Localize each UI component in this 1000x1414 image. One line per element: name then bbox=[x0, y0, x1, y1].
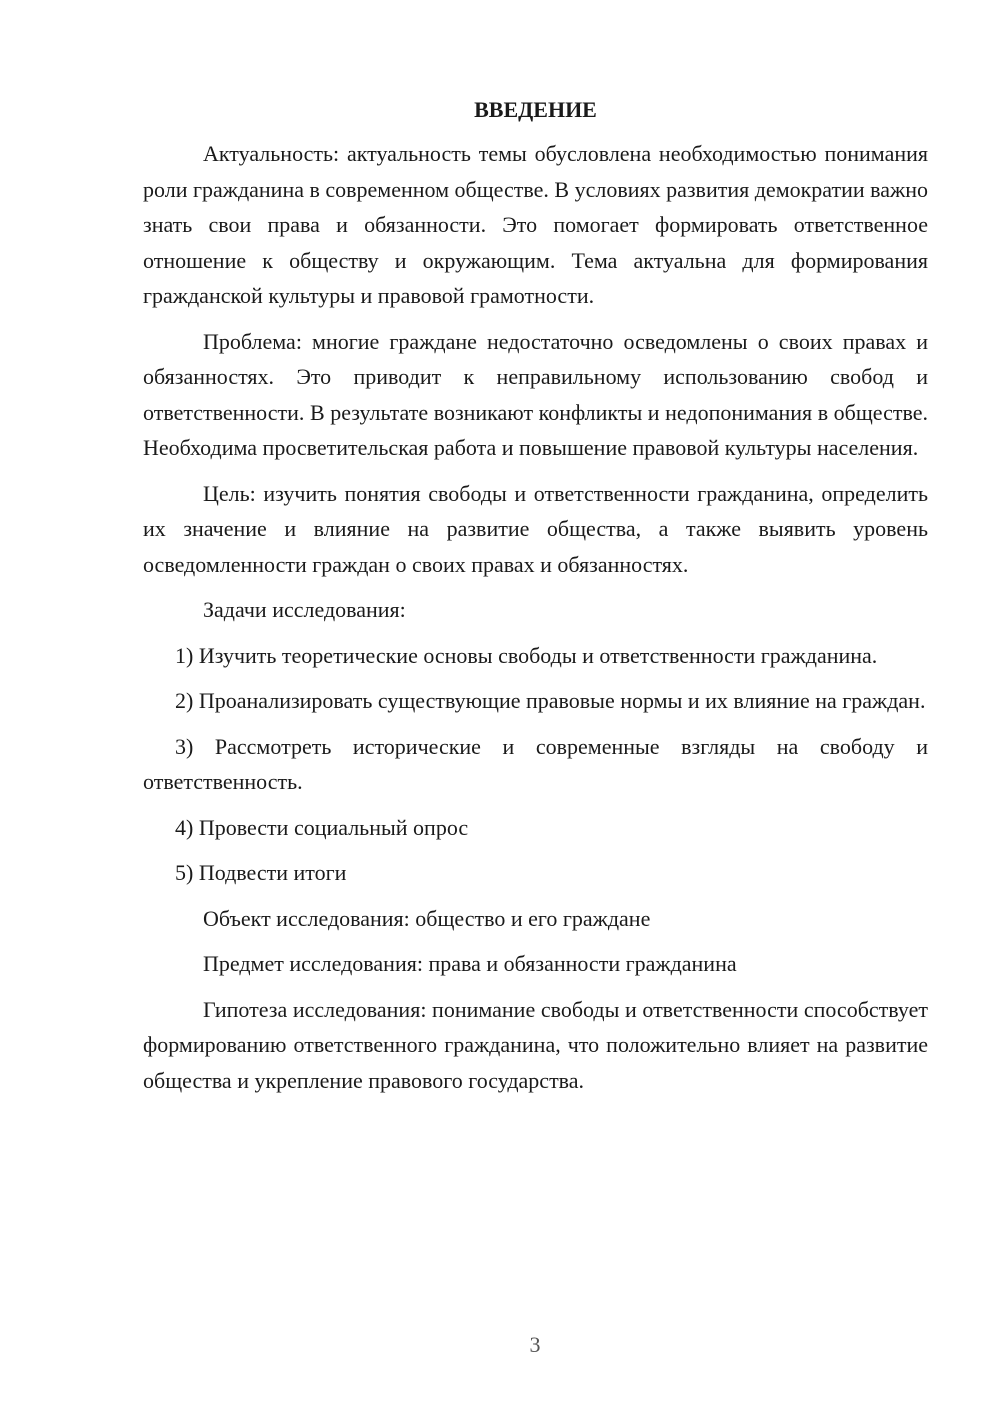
task-item: 2) Проанализировать существующие правовые нормы и их влияние на граждан. bbox=[175, 688, 926, 713]
page-number: 3 bbox=[529, 1332, 541, 1357]
task-item: 4) Провести социальный опрос bbox=[175, 814, 469, 840]
task-item: 5) Подвести итоги bbox=[175, 860, 347, 885]
tasks-heading: Задачи исследования: bbox=[203, 597, 406, 622]
problem-paragraph: Проблема: многие граждане недостаточно осведомлены о своих правах и обязанностях. Это приводит к неправильному использованию свобод и ответственности. В результате возникают конфликты и недопонимания в обществе. Необходима просветительская работа и повышение правовой культуры населения. bbox=[143, 328, 928, 460]
object-paragraph: Объект исследования: общество и его граждане bbox=[203, 905, 651, 931]
goal-paragraph: Цель: изучить понятия свободы и ответственности гражданина, определить их значение и влияние на развитие общества, а также выявить уровень осведомленности граждан о своих правах и обязанностях. bbox=[143, 480, 928, 577]
document-page bbox=[143, 90, 928, 1108]
hypothesis-paragraph: Гипотеза исследования: понимание свободы и ответственности способствует формированию ответственного гражданина, что положительно влияет на развитие общества и укрепление правового государства. bbox=[143, 996, 928, 1093]
subject-paragraph: Предмет исследования: права и обязанности гражданина bbox=[203, 951, 737, 976]
task-item: 3) Рассмотреть исторические и современные взгляды на свободу и ответственность. bbox=[143, 733, 928, 794]
relevance-paragraph: Актуальность: актуальность темы обусловлена необходимостью понимания роли гражданина в современном обществе. В условиях развития демократии важно знать свои права и обязанности. Это помогает формировать ответственное отношение к обществу и окружающим. Тема актуальна для формирования гражданской культуры и правовой грамотности. bbox=[143, 141, 928, 308]
task-item: 1) Изучить теоретические основы свободы и ответственности гражданина. bbox=[175, 642, 878, 668]
document-heading: ВВЕДЕНИЕ bbox=[474, 97, 597, 122]
